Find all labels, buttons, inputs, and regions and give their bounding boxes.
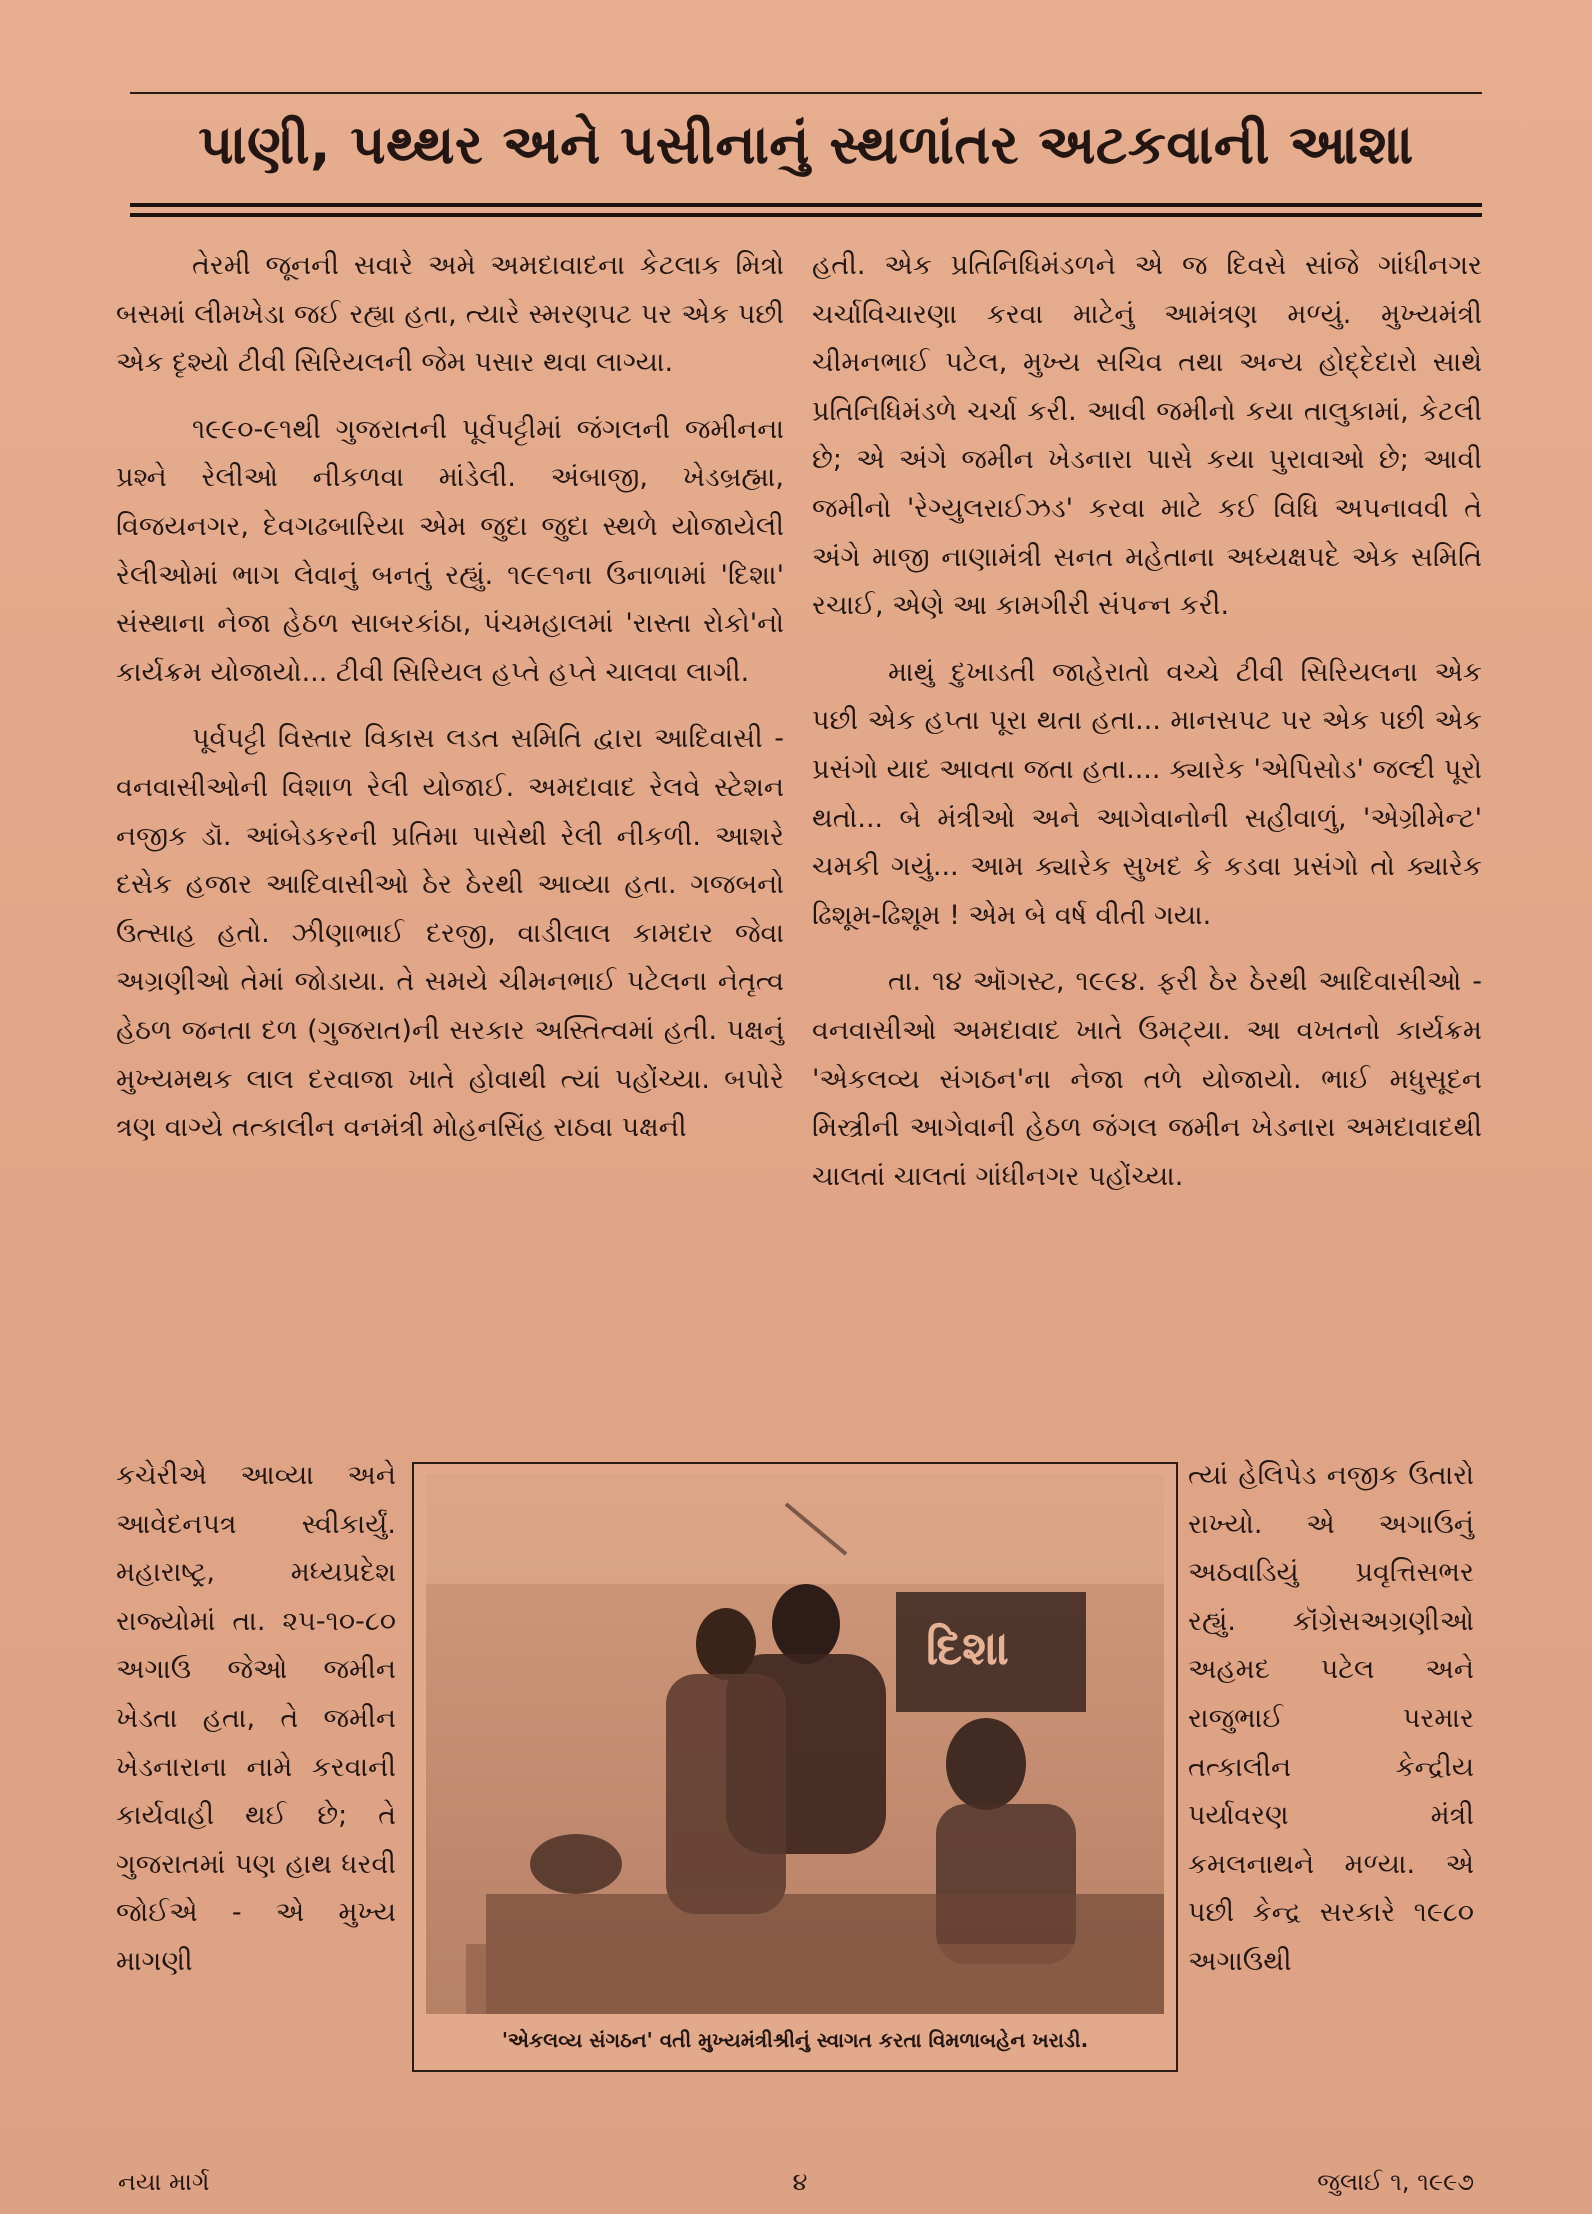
footer-page-number: ૪	[792, 2168, 808, 2196]
footer-date: જુલાઈ ૧, ૧૯૯૭	[1317, 2168, 1474, 2196]
banner-text: દિશા	[926, 1621, 1009, 1675]
headline-rule-lower	[130, 213, 1482, 217]
footer-publication: નયા માર્ગ	[118, 2168, 210, 2196]
photo-illustration	[426, 1474, 1164, 2014]
rally-photo	[426, 1474, 1164, 2014]
headline: પાણી, પથ્થર અને પસીનાનું સ્થળાંતર અટકવાની આશા	[198, 113, 1414, 176]
left-narrow-text: કચેરીએ આવ્યા અને આવેદનપત્ર સ્વીકાર્યું. મહારાષ્ટ્ર, મધ્યપ્રદેશ રાજ્યોમાં તા. ૨૫-૧૦-૮૦ અગાઉ જેઓ જમીન ખેડતા હતા, તે જમીન ખેડનારાના નામે કરવાની કાર્યવાહી થઈ છે; તે ગુજરાતમાં પણ હાથ ધરવી જોઈએ - એ મુખ્ય માગણી	[116, 1460, 396, 1977]
right-narrow-text: ત્યાં હેલિપેડ નજીક ઉતારો રાખ્યો. એ અગાઉનું અઠવાડિયું પ્રવૃત્તિસભર રહ્યું. કૉંગ્રેસઅગ્રણીઓ અહમદ પટેલ અને રાજુભાઈ પરમાર તત્કાલીન કેન્દ્રીય પર્યાવરણ મંત્રી કમલનાથને મળ્યા. એ પછી કેન્દ્ર સરકારે ૧૯૮૦ અગાઉથી	[1188, 1460, 1474, 1977]
right-paragraph-1: હતી. એક પ્રતિનિધિમંડળને એ જ દિવસે સાંજે ગાંધીનગર ચર્ચાવિચારણા કરવા માટેનું આમંત્રણ મળ્યું. મુખ્યમંત્રી ચીમનભાઈ પટેલ, મુખ્ય સચિવ તથા અન્ય હોદ્દેદારો સાથે પ્રતિનિધિમંડળે ચર્ચા કરી. આવી જમીનો કયા તાલુકામાં, કેટલી છે; એ અંગે જમીન ખેડનારા પાસે કયા પુરાવાઓ છે; આવી જમીનો 'રેગ્યુલરાઈઝડ' કરવા માટે કઈ વિધિ અપનાવવી તે અંગે માજી નાણામંત્રી સનત મહેતાના અધ્યક્ષપદે એક સમિતિ રચાઈ, એણે આ કામગીરી સંપન્ન કરી.	[812, 250, 1482, 622]
left-narrow-column	[116, 1452, 396, 1987]
right-column	[812, 242, 1482, 1219]
right-narrow-column	[1188, 1452, 1474, 1987]
left-paragraph-1: તેરમી જૂનની સવારે અમે અમદાવાદના કેટલાક મિત્રો બસમાં લીમખેડા જઈ રહ્યા હતા, ત્યારે સ્મરણપટ પર એક પછી એક દૃશ્યો ટીવી સિરિયલની જેમ પસાર થવા લાગ્યા.	[116, 250, 784, 379]
photo-frame	[412, 1462, 1178, 2072]
right-paragraph-2: માથું દુખાડતી જાહેરાતો વચ્ચે ટીવી સિરિયલના એક પછી એક હપ્તા પૂરા થતા હતા... માનસપટ પર એક પછી એક પ્રસંગો યાદ આવતા જતા હતા.... ક્યારેક 'એપિસોડ' જલ્દી પૂરો થતો... બે મંત્રીઓ અને આગેવાનોની સહીવાળું, 'એગ્રીમેન્ટ' ચમકી ગયું... આમ ક્યારેક સુખદ કે કડવા પ્રસંગો તો ક્યારેક ઢિશૂમ-ઢિશૂમ ! એમ બે વર્ષ વીતી ગયા.	[812, 656, 1482, 931]
headline-rule-upper	[130, 203, 1482, 207]
left-paragraph-3: પૂર્વપટ્ટી વિસ્તાર વિકાસ લડત સમિતિ દ્વારા આદિવાસી - વનવાસીઓની વિશાળ રેલી યોજાઈ. અમદાવાદ રેલવે સ્ટેશન નજીક ડૉ. આંબેડકરની પ્રતિમા પાસેથી રેલી નીકળી. આશરે દસેક હજાર આદિવાસીઓ ઠેર ઠેરથી આવ્યા હતા. ગજબનો ઉત્સાહ હતો. ઝીણાભાઈ દરજી, વાડીલાલ કામદાર જેવા અગ્રણીઓ તેમાં જોડાયા. તે સમયે ચીમનભાઈ પટેલના નેતૃત્વ હેઠળ જનતા દળ (ગુજરાત)ની સરકાર અસ્તિત્વમાં હતી. પક્ષનું મુખ્યમથક લાલ દરવાજા ખાતે હોવાથી ત્યાં પહોંચ્યા. બપોરે ત્રણ વાગ્યે તત્કાલીન વનમંત્રી મોહનસિંહ રાઠવા પક્ષની	[116, 723, 784, 1144]
top-rule	[130, 92, 1482, 94]
left-paragraph-2: ૧૯૯૦-૯૧થી ગુજરાતની પૂર્વપટ્ટીમાં જંગલની જમીનના પ્રશ્ને રેલીઓ નીકળવા માંડેલી. અંબાજી, ખેડબ્રહ્મા, વિજયનગર, દેવગઢબારિયા એમ જુદા જુદા સ્થળે યોજાયેલી રેલીઓમાં ભાગ લેવાનું બનતું રહ્યું. ૧૯૯૧ના ઉનાળામાં 'દિશા' સંસ્થાના નેજા હેઠળ સાબરકાંઠા, પંચમહાલમાં 'રાસ્તા રોકો'નો કાર્યક્રમ યોજાયો... ટીવી સિરિયલ હપ્તે હપ્તે ચાલવા લાગી.	[116, 413, 784, 688]
right-paragraph-3: તા. ૧૪ ઑગસ્ટ, ૧૯૯૪. ફરી ઠેર ઠેરથી આદિવાસીઓ - વનવાસીઓ અમદાવાદ ખાતે ઉમટ્યા. આ વખતનો કાર્યક્રમ 'એકલવ્ય સંગઠન'ના નેજા તળે યોજાયો. ભાઈ મધુસૂદન મિસ્ત્રીની આગેવાની હેઠળ જંગલ જમીન ખેડનારા અમદાવાદથી ચાલતાં ચાલતાં ગાંધીનગર પહોંચ્યા.	[812, 966, 1482, 1192]
left-column	[116, 242, 784, 1171]
photo-caption: 'એકલવ્ય સંગઠન' વતી મુખ્યમંત્રીશ્રીનું સ્વાગત કરતા વિમળાબહેન ખરાડી.	[501, 2028, 1089, 2052]
